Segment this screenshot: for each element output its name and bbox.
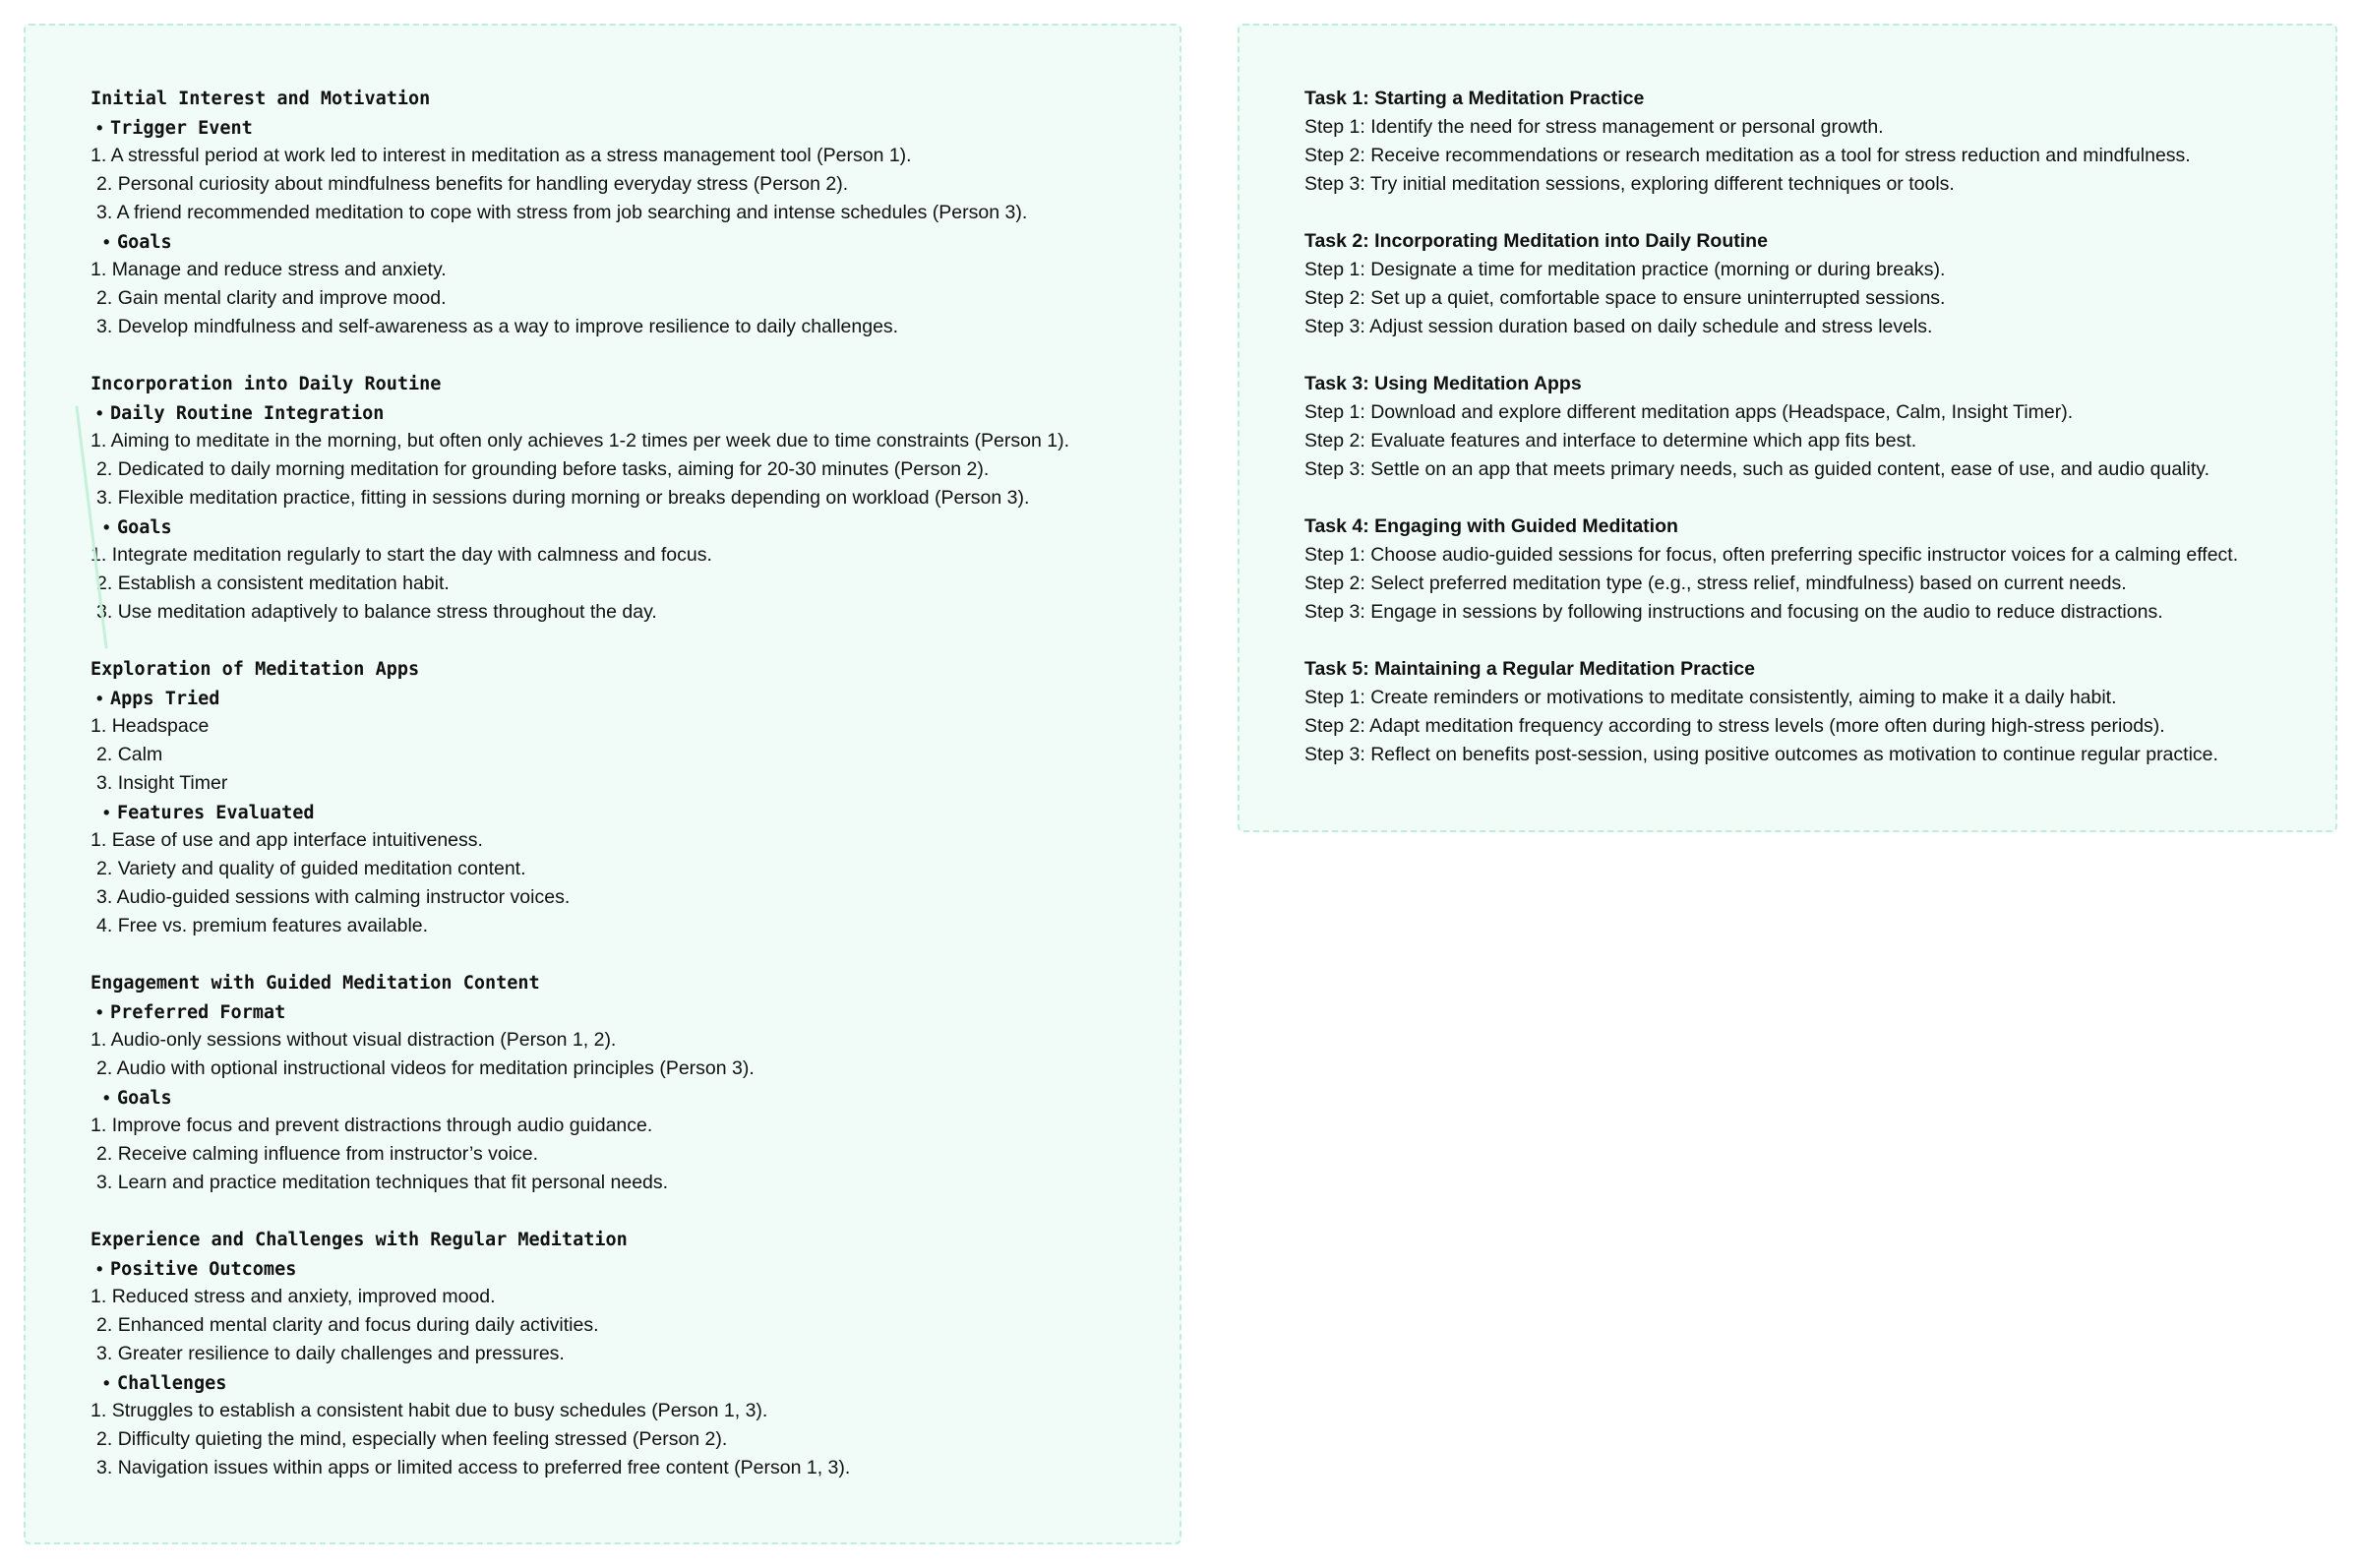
group-label [91, 398, 1138, 427]
bullet-icon: • [96, 402, 103, 423]
list-item-text: Insight Timer [117, 772, 228, 794]
task-step: Step 3: Adjust session duration based on daily schedule and stress levels. [1304, 316, 1933, 337]
list-number: 1. [91, 715, 112, 737]
task-step: Step 2: Set up a quiet, comfortable space to ensure uninterrupted sessions. [1304, 287, 1946, 309]
group-label [91, 997, 1138, 1026]
pen-stroke [73, 405, 112, 651]
note-section [91, 969, 1138, 1197]
note-section [91, 655, 1138, 940]
list-number: 2. [96, 173, 118, 195]
task-step: Step 2: Select preferred meditation type (e.g., stress relief, mindfulness) based on current needs. [1304, 573, 2127, 594]
list-item [91, 199, 1138, 227]
list-item-text: Audio with optional instructional videos for meditation principles (Person 3). [116, 1057, 755, 1079]
list-number: 3. [96, 886, 117, 908]
list-item [91, 1425, 1138, 1454]
list-number: 3. [96, 1457, 118, 1478]
list-item [91, 712, 1138, 741]
task-step: Step 1: Designate a time for meditation practice (morning or during breaks). [1304, 259, 1946, 280]
task-step: Step 3: Engage in sessions by following instructions and focusing on the audio to reduce distractions. [1304, 601, 2163, 623]
research-notes-card[interactable] [24, 24, 1181, 1544]
list-item [91, 170, 1138, 199]
list-item-text: Personal curiosity about mindfulness benefits for handling everyday stress (Person 2). [117, 173, 849, 195]
task-block [1304, 513, 2306, 627]
group-label [91, 113, 1138, 142]
list-number: 2. [96, 1057, 117, 1079]
section-title: Incorporation into Daily Routine [91, 374, 442, 394]
list-item [91, 570, 1138, 598]
list-number: 1. [91, 430, 111, 452]
task-step: Step 3: Settle on an app that meets primary needs, such as guided content, ease of use, and audio quality. [1304, 458, 2209, 480]
list-number: 1. [91, 1029, 111, 1051]
list-number: 1. [91, 1286, 112, 1307]
task-step: Step 1: Create reminders or motivations to meditate consistently, aiming to make it a daily habit. [1304, 687, 2117, 708]
list-item-text: Establish a consistent meditation habit. [117, 573, 450, 594]
task-step: Step 1: Download and explore different meditation apps (Headspace, Calm, Insight Timer). [1304, 401, 2074, 423]
group-label-text: Preferred Format [110, 1002, 286, 1023]
task-step: Step 1: Choose audio-guided sessions for focus, often preferring specific instructor voices for a calming effect. [1304, 544, 2239, 566]
task-title: Task 3: Using Meditation Apps [1304, 373, 1582, 394]
bullet-icon: • [96, 1258, 103, 1279]
list-item [91, 883, 1138, 912]
list-item-text: A friend recommended meditation to cope with stress from job searching and intense schedules (Person 3). [116, 202, 1028, 223]
list-number: 3. [96, 1343, 118, 1364]
list-item [91, 427, 1138, 455]
task-block [1304, 85, 2306, 199]
group-label [91, 1368, 1138, 1397]
task-title: Task 5: Maintaining a Regular Meditation Practice [1304, 658, 1755, 680]
list-item-text: Gain mental clarity and improve mood. [117, 287, 447, 309]
list-item [91, 484, 1138, 513]
section-title: Exploration of Meditation Apps [91, 659, 420, 680]
research-notes [91, 85, 1138, 1482]
list-number: 2. [96, 573, 118, 594]
task-title: Task 1: Starting a Meditation Practice [1304, 88, 1645, 109]
group-label-text: Goals [117, 517, 172, 538]
group-label-text: Goals [117, 232, 172, 253]
group-label-text: Positive Outcomes [110, 1259, 297, 1280]
bullet-icon: • [103, 1087, 110, 1108]
list-item [91, 1055, 1138, 1083]
task-block [1304, 370, 2306, 484]
list-item [91, 741, 1138, 769]
list-item-text: Improve focus and prevent distractions through audio guidance. [111, 1115, 653, 1136]
list-item [91, 912, 1138, 940]
bullet-icon: • [96, 688, 103, 708]
list-item [91, 598, 1138, 627]
list-item [91, 1140, 1138, 1169]
list-item-text: Headspace [111, 715, 210, 737]
task-flow-card[interactable] [1238, 24, 2337, 832]
list-number: 1. [91, 544, 112, 566]
list-item [91, 313, 1138, 341]
list-item-text: Difficulty quieting the mind, especially when feeling stressed (Person 2). [117, 1428, 728, 1450]
list-item [91, 1026, 1138, 1055]
list-item [91, 541, 1138, 570]
list-number: 2. [96, 744, 118, 765]
list-number: 2. [96, 1428, 118, 1450]
list-number: 2. [96, 1314, 118, 1336]
bullet-icon: • [103, 1372, 110, 1393]
list-item-text: Ease of use and app interface intuitiveness. [111, 829, 483, 851]
task-step: Step 2: Receive recommendations or research meditation as a tool for stress reduction and mindfulness. [1304, 145, 2191, 166]
group-label-text: Features Evaluated [117, 803, 315, 823]
list-item-text: Integrate meditation regularly to start the day with calmness and focus. [111, 544, 712, 566]
section-title: Engagement with Guided Meditation Content [91, 973, 540, 994]
list-item-text: Manage and reduce stress and anxiety. [111, 259, 447, 280]
bullet-icon: • [96, 1001, 103, 1022]
group-label-text: Trigger Event [110, 118, 253, 139]
list-item [91, 769, 1138, 798]
list-item-text: Develop mindfulness and self-awareness as a way to improve resilience to daily challenges. [117, 316, 899, 337]
list-number: 2. [96, 287, 118, 309]
list-number: 2. [96, 858, 118, 879]
list-item-text: Dedicated to daily morning meditation for grounding before tasks, aiming for 20-30 minutes (Person 2). [117, 458, 990, 480]
list-item-text: Audio-guided sessions with calming instructor voices. [116, 886, 571, 908]
task-flow [1304, 85, 2306, 769]
task-title: Task 2: Incorporating Meditation into Daily Routine [1304, 230, 1768, 252]
list-number: 4. [96, 915, 118, 936]
task-step: Step 3: Try initial meditation sessions, exploring different techniques or tools. [1304, 173, 1955, 195]
list-item-text: Audio-only sessions without visual distraction (Person 1, 2). [110, 1029, 617, 1051]
list-number: 2. [96, 458, 118, 480]
list-number: 1. [91, 1400, 112, 1421]
list-item [91, 855, 1138, 883]
note-section [91, 370, 1138, 627]
list-item-text: Variety and quality of guided meditation content. [117, 858, 526, 879]
group-label [91, 1254, 1138, 1283]
list-item-text: Learn and practice meditation techniques that fit personal needs. [117, 1172, 669, 1193]
task-step: Step 2: Adapt meditation frequency according to stress levels (more often during high-stress periods). [1304, 715, 2165, 737]
group-label-text: Daily Routine Integration [110, 403, 385, 424]
list-item-text: A stressful period at work led to interest in meditation as a stress management tool (Person 1). [110, 145, 912, 166]
list-item-text: Receive calming influence from instructor’s voice. [117, 1143, 539, 1165]
list-number: 2. [96, 1143, 118, 1165]
task-block [1304, 655, 2306, 769]
list-number: 1. [91, 829, 112, 851]
list-item-text: Use meditation adaptively to balance stress throughout the day. [117, 601, 657, 623]
list-item-text: Free vs. premium features available. [117, 915, 429, 936]
list-item [91, 826, 1138, 855]
list-item [91, 1283, 1138, 1311]
list-number: 1. [91, 259, 112, 280]
list-item [91, 142, 1138, 170]
list-item-text: Enhanced mental clarity and focus during daily activities. [117, 1314, 599, 1336]
bullet-icon: • [103, 516, 110, 537]
group-label [91, 1083, 1138, 1112]
note-section [91, 1226, 1138, 1482]
list-number: 3. [96, 601, 118, 623]
bullet-icon: • [103, 231, 110, 252]
list-item [91, 1340, 1138, 1368]
list-item [91, 455, 1138, 484]
list-number: 3. [96, 316, 118, 337]
bullet-icon: • [103, 802, 110, 822]
list-item-text: Calm [117, 744, 163, 765]
list-item-text: Navigation issues within apps or limited access to preferred free content (Person 1, 3). [117, 1457, 851, 1478]
note-section [91, 85, 1138, 341]
list-item [91, 1112, 1138, 1140]
section-title: Initial Interest and Motivation [91, 89, 431, 109]
list-number: 1. [91, 145, 111, 166]
section-title: Experience and Challenges with Regular Meditation [91, 1230, 628, 1250]
task-step: Step 2: Evaluate features and interface to determine which app fits best. [1304, 430, 1917, 452]
task-block [1304, 227, 2306, 341]
group-label-text: Goals [117, 1088, 172, 1109]
group-label-text: Challenges [117, 1373, 227, 1394]
list-item [91, 256, 1138, 284]
list-number: 3. [96, 1172, 118, 1193]
list-item-text: Greater resilience to daily challenges and pressures. [117, 1343, 565, 1364]
list-number: 1. [91, 1115, 112, 1136]
list-item [91, 1397, 1138, 1425]
group-label [91, 513, 1138, 541]
group-label [91, 684, 1138, 712]
list-number: 3. [96, 772, 118, 794]
list-item [91, 1169, 1138, 1197]
list-number: 3. [96, 487, 118, 509]
list-number: 3. [96, 202, 117, 223]
bullet-icon: • [96, 117, 103, 138]
group-label [91, 798, 1138, 826]
task-step: Step 1: Identify the need for stress management or personal growth. [1304, 116, 1884, 138]
list-item [91, 284, 1138, 313]
list-item [91, 1311, 1138, 1340]
group-label-text: Apps Tried [110, 689, 220, 709]
task-title: Task 4: Engaging with Guided Meditation [1304, 515, 1678, 537]
task-step: Step 3: Reflect on benefits post-session, using positive outcomes as motivation to continue regular practice. [1304, 744, 2218, 765]
list-item-text: Aiming to meditate in the morning, but often only achieves 1-2 times per week due to time constraints (Person 1). [110, 430, 1070, 452]
list-item-text: Struggles to establish a consistent habit due to busy schedules (Person 1, 3). [111, 1400, 768, 1421]
list-item-text: Flexible meditation practice, fitting in sessions during morning or breaks depending on workload (Person 3). [117, 487, 1030, 509]
list-item [91, 1454, 1138, 1482]
list-item-text: Reduced stress and anxiety, improved mood. [111, 1286, 496, 1307]
group-label [91, 227, 1138, 256]
